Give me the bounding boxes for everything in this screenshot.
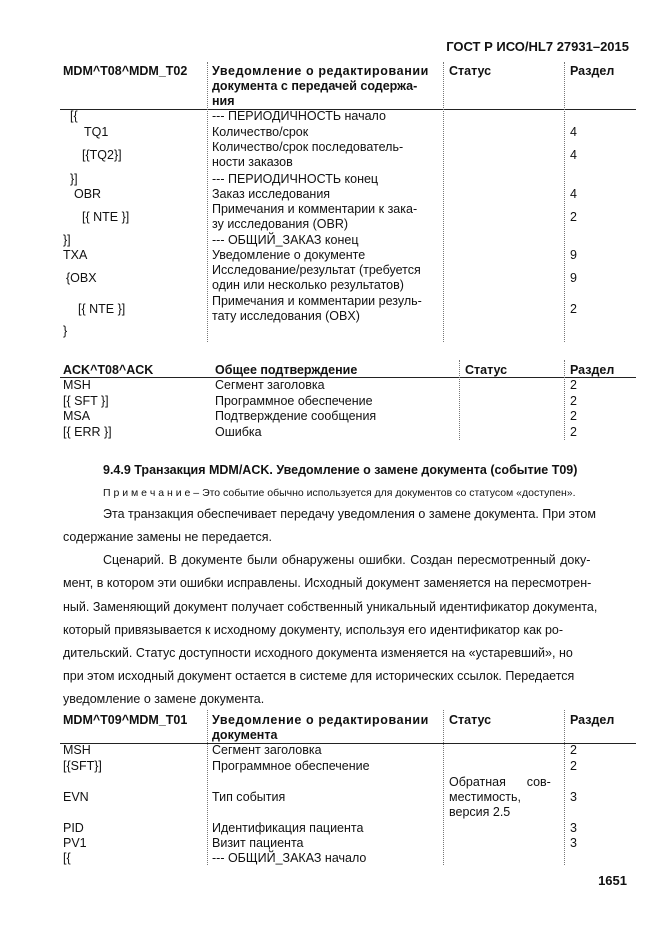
- paragraph-line: ный. Заменяющий документ получает собственный уникальный идентификатор документа,: [63, 600, 598, 614]
- table-row-desc: Сегмент заголовка: [212, 743, 322, 757]
- table-row-seg: TXA: [63, 248, 88, 262]
- t1-col-divider-3: [564, 62, 565, 342]
- table-row-status: местимость,: [449, 790, 522, 804]
- table-row-section: 9: [570, 248, 577, 262]
- table-row-status: Обратная сов-: [449, 775, 551, 789]
- table-row-desc: тату исследования (OBX): [212, 309, 360, 323]
- t1-header-status: Статус: [449, 64, 492, 78]
- table-row-seg: MSA: [63, 409, 91, 423]
- t2-header-status: Статус: [465, 363, 508, 377]
- table-row-desc: Подтверждение сообщения: [215, 409, 377, 423]
- t1-header-desc-3: ния: [212, 94, 235, 108]
- table-row-section: 2: [570, 409, 577, 423]
- table-row-desc: ности заказов: [212, 155, 293, 169]
- table-row-seg: [{ SFT }]: [63, 394, 109, 408]
- t1-header-desc-1: Уведомление о редактировании: [212, 64, 429, 78]
- t3-col-divider-2: [443, 710, 444, 865]
- table-row-section: 2: [570, 302, 577, 316]
- table-row-seg: [{ ERR }]: [63, 425, 112, 439]
- paragraph-line: Сценарий. В документе были обнаружены ошибки. Создан пересмотренный доку-: [103, 553, 591, 567]
- page-number: 1651: [598, 873, 627, 888]
- paragraph-line: содержание замены не передается.: [63, 530, 273, 544]
- table-row-desc: Уведомление о документе: [212, 248, 366, 262]
- table-row-desc: зу исследования (OBR): [212, 217, 349, 231]
- table-row-seg: MSH: [63, 378, 91, 392]
- t2-header-rule: [60, 377, 636, 378]
- paragraph-line: Эта транзакция обеспечивает передачу уведомления о замене документа. При этом: [103, 507, 596, 521]
- t2-header-msg: ACK^T08^ACK: [63, 363, 154, 377]
- table-row-desc: Количество/срок последователь-: [212, 140, 404, 154]
- paragraph-line: уведомление о замене документа.: [63, 692, 265, 706]
- table-row-section: 3: [570, 790, 577, 804]
- note-line: [103, 487, 576, 499]
- table-row-desc: Сегмент заголовка: [215, 378, 325, 392]
- t3-col-divider-1: [207, 710, 208, 865]
- table-row-seg: [{TQ2}]: [82, 148, 122, 162]
- table-row-desc: Количество/срок: [212, 125, 309, 139]
- table-row-desc: Ошибка: [215, 425, 262, 439]
- table-row-seg: EVN: [63, 790, 89, 804]
- table-row-seg: TQ1: [84, 125, 109, 139]
- paragraph-line: при этом исходный документ остается в системе для исторических ссылок. Передается: [63, 669, 575, 683]
- table-row-seg: [{ NTE }]: [82, 210, 130, 224]
- table-row-desc: один или несколько результатов): [212, 278, 404, 292]
- note-label: П р и м е ч а н и е: [103, 487, 191, 499]
- t3-header-desc-2: документа: [212, 728, 278, 742]
- table-row-desc: Тип события: [212, 790, 286, 804]
- t3-col-divider-3: [564, 710, 565, 865]
- table-row-desc: --- ПЕРИОДИЧНОСТЬ начало: [212, 109, 386, 123]
- table-row-seg: }: [63, 324, 68, 338]
- t1-header-msg: MDM^T08^MDM_T02: [63, 64, 188, 78]
- table-row-desc: Визит пациента: [212, 836, 304, 850]
- table-row-seg: PID: [63, 821, 84, 835]
- table-row-seg: OBR: [74, 187, 102, 201]
- t2-header-desc: Общее подтверждение: [215, 363, 358, 377]
- t2-col-divider-1: [459, 360, 460, 440]
- table-row-section: 4: [570, 148, 577, 162]
- paragraph-line: дительский. Статус доступности исходного документа изменяется на «устаревший», но: [63, 646, 573, 660]
- table-row-section: 2: [570, 378, 577, 392]
- table-row-seg: [{: [63, 851, 71, 865]
- table-row-section: 3: [570, 821, 577, 835]
- table-row-section: 2: [570, 210, 577, 224]
- table-row-section: 2: [570, 425, 577, 439]
- t3-header-section: Раздел: [570, 713, 615, 727]
- table-row-section: 4: [570, 187, 577, 201]
- table-row-seg: [{: [70, 109, 78, 123]
- table-row-seg: PV1: [63, 836, 87, 850]
- paragraph-line: который привязывается к исходному документу, используя его идентификатор как ро-: [63, 623, 564, 637]
- table-row-seg: [{SFT}]: [63, 759, 102, 773]
- table-row-section: 3: [570, 836, 577, 850]
- table-row-seg: }]: [63, 233, 71, 247]
- section-heading: 9.4.9 Транзакция MDM/ACK. Уведомление о замене документа (событие T09): [103, 463, 578, 477]
- table-row-status: версия 2.5: [449, 805, 511, 819]
- table-row-desc: Примечания и комментарии к зака-: [212, 202, 418, 216]
- t1-col-divider-1: [207, 62, 208, 342]
- table-row-desc: Идентификация пациента: [212, 821, 364, 835]
- table-row-desc: Программное обеспечение: [215, 394, 373, 408]
- table-row-desc: --- ОБЩИЙ_ЗАКАЗ конец: [212, 233, 359, 247]
- gost-header: ГОСТ Р ИСО/HL7 27931–2015: [446, 39, 629, 54]
- table-row-section: 2: [570, 743, 577, 757]
- t1-header-desc-2: документа с передачей содержа-: [212, 79, 418, 93]
- note-text: – Это событие обычно используется для документов со статусом «доступен».: [190, 487, 576, 499]
- table-row-desc: Программное обеспечение: [212, 759, 370, 773]
- table-row-desc: Исследование/результат (требуется: [212, 263, 421, 277]
- table-row-desc: Примечания и комментарии резуль-: [212, 294, 422, 308]
- t3-header-desc-1: Уведомление о редактировании: [212, 713, 429, 727]
- table-row-section: 4: [570, 125, 577, 139]
- t2-col-divider-2: [564, 360, 565, 440]
- table-row-seg: MSH: [63, 743, 91, 757]
- table-row-desc: Заказ исследования: [212, 187, 331, 201]
- table-row-seg: {OBX: [66, 271, 97, 285]
- t3-header-msg: MDM^T09^MDM_T01: [63, 713, 188, 727]
- table-row-section: 9: [570, 271, 577, 285]
- table-row-seg: [{ NTE }]: [78, 302, 126, 316]
- paragraph-line: мент, в котором эти ошибки исправлены. Исходный документ заменяется на пересмотрен-: [63, 576, 592, 590]
- table-row-desc: --- ОБЩИЙ_ЗАКАЗ начало: [212, 851, 367, 865]
- table-row-section: 2: [570, 394, 577, 408]
- t1-header-section: Раздел: [570, 64, 615, 78]
- table-row-desc: --- ПЕРИОДИЧНОСТЬ конец: [212, 172, 379, 186]
- table-row-seg: }]: [70, 172, 78, 186]
- t1-col-divider-2: [443, 62, 444, 342]
- t3-header-rule: [60, 743, 636, 744]
- t3-header-status: Статус: [449, 713, 492, 727]
- table-row-section: 2: [570, 759, 577, 773]
- t2-header-section: Раздел: [570, 363, 615, 377]
